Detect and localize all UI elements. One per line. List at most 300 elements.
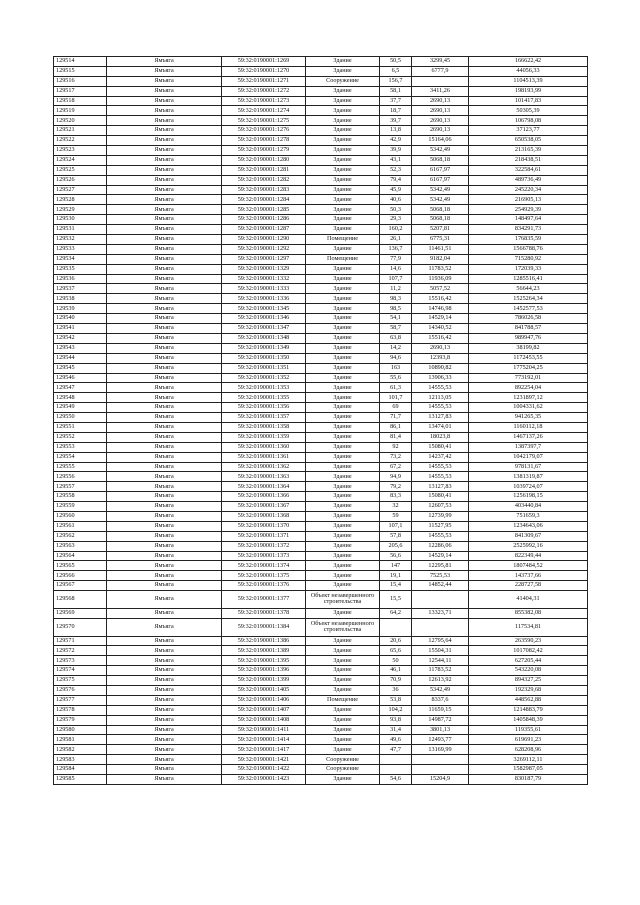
specific-value-cell: 9182,04 — [412, 254, 469, 264]
object-type-cell: Сооружение — [306, 76, 380, 86]
cadastral-number-cell: 59:32:0190001:1360 — [222, 442, 306, 452]
settlement-name-cell: Ямъяга — [107, 735, 222, 745]
object-type-cell: Здание — [306, 705, 380, 715]
row-number-cell: 129550 — [54, 413, 107, 423]
area-value-cell: 58,1 — [380, 86, 412, 96]
cadastral-number-cell: 59:32:0190001:1358 — [222, 422, 306, 432]
table-row — [54, 403, 588, 413]
table-row — [54, 195, 588, 205]
area-value-cell: 40,6 — [380, 195, 412, 205]
cadastral-number-cell: 59:32:0190001:1406 — [222, 695, 306, 705]
row-number-cell: 129544 — [54, 353, 107, 363]
row-number-cell: 129524 — [54, 155, 107, 165]
table-row — [54, 472, 588, 482]
area-value-cell: 29,3 — [380, 215, 412, 225]
table-row — [54, 57, 588, 67]
specific-value-cell: 5068,18 — [412, 205, 469, 215]
cadastral-number-cell: 59:32:0190001:1292 — [222, 244, 306, 254]
cadastral-number-cell: 59:32:0190001:1269 — [222, 57, 306, 67]
settlement-name-cell: Ямъяга — [107, 66, 222, 76]
row-number-cell: 129548 — [54, 393, 107, 403]
area-value-cell: 26,1 — [380, 235, 412, 245]
cadastral-value-table — [53, 56, 588, 785]
cadastral-number-cell: 59:32:0190001:1286 — [222, 215, 306, 225]
cadastral-cost-cell: 41404,31 — [469, 591, 588, 609]
row-number-cell: 129537 — [54, 284, 107, 294]
specific-value-cell: 15080,41 — [412, 492, 469, 502]
specific-value-cell: 13169,99 — [412, 745, 469, 755]
settlement-name-cell: Ямъяга — [107, 393, 222, 403]
table-row — [54, 745, 588, 755]
area-value-cell: 46,1 — [380, 666, 412, 676]
cadastral-cost-cell: 56644,23 — [469, 284, 588, 294]
object-type-cell: Здание — [306, 175, 380, 185]
object-type-cell: Здание — [306, 686, 380, 696]
table-row — [54, 755, 588, 765]
row-number-cell: 129522 — [54, 136, 107, 146]
row-number-cell: 129572 — [54, 646, 107, 656]
object-type-cell: Здание — [306, 656, 380, 666]
specific-value-cell: 2690,13 — [412, 96, 469, 106]
cadastral-number-cell: 59:32:0190001:1346 — [222, 314, 306, 324]
settlement-name-cell: Ямъяга — [107, 116, 222, 126]
table-row — [54, 462, 588, 472]
object-type-cell: Здание — [306, 571, 380, 581]
table-row — [54, 656, 588, 666]
cadastral-cost-cell: 1214883,79 — [469, 705, 588, 715]
specific-value-cell: 14529,14 — [412, 551, 469, 561]
cadastral-cost-cell: 192329,68 — [469, 686, 588, 696]
table-row — [54, 695, 588, 705]
row-number-cell: 129568 — [54, 591, 107, 609]
cadastral-cost-cell: 1566788,76 — [469, 244, 588, 254]
cadastral-number-cell: 59:32:0190001:1333 — [222, 284, 306, 294]
settlement-name-cell: Ямъяга — [107, 205, 222, 215]
cadastral-cost-cell: 263590,23 — [469, 636, 588, 646]
specific-value-cell: 8337,6 — [412, 695, 469, 705]
area-value-cell: 39,9 — [380, 146, 412, 156]
cadastral-number-cell: 59:32:0190001:1278 — [222, 136, 306, 146]
area-value-cell: 50,5 — [380, 57, 412, 67]
table-row — [54, 646, 588, 656]
table-row — [54, 442, 588, 452]
area-value-cell: 15,4 — [380, 581, 412, 591]
cadastral-cost-cell: 1256198,15 — [469, 492, 588, 502]
cadastral-cost-cell: 1405848,39 — [469, 715, 588, 725]
row-number-cell: 129557 — [54, 482, 107, 492]
row-number-cell: 129523 — [54, 146, 107, 156]
object-type-cell: Здание — [306, 581, 380, 591]
area-value-cell: 52,3 — [380, 165, 412, 175]
cadastral-number-cell: 59:32:0190001:1285 — [222, 205, 306, 215]
row-number-cell: 129574 — [54, 666, 107, 676]
cadastral-number-cell: 59:32:0190001:1361 — [222, 452, 306, 462]
area-value-cell: 92 — [380, 442, 412, 452]
area-value-cell: 93,8 — [380, 715, 412, 725]
area-value-cell: 107,1 — [380, 521, 412, 531]
object-type-cell: Здание — [306, 244, 380, 254]
area-value-cell: 56,6 — [380, 551, 412, 561]
table-row — [54, 581, 588, 591]
settlement-name-cell: Ямъяга — [107, 646, 222, 656]
settlement-name-cell: Ямъяга — [107, 165, 222, 175]
cadastral-cost-cell: 198193,99 — [469, 86, 588, 96]
area-value-cell: 45,9 — [380, 185, 412, 195]
cadastral-number-cell: 59:32:0190001:1371 — [222, 531, 306, 541]
settlement-name-cell: Ямъяга — [107, 343, 222, 353]
object-type-cell: Здание — [306, 531, 380, 541]
specific-value-cell: 11936,09 — [412, 274, 469, 284]
specific-value-cell: 18023,8 — [412, 432, 469, 442]
area-value-cell: 39,7 — [380, 116, 412, 126]
area-value-cell: 61,3 — [380, 383, 412, 393]
cadastral-cost-cell: 941265,35 — [469, 413, 588, 423]
row-number-cell: 129577 — [54, 695, 107, 705]
specific-value-cell: 6167,97 — [412, 175, 469, 185]
object-type-cell: Здание — [306, 551, 380, 561]
cadastral-cost-cell: 1452577,53 — [469, 304, 588, 314]
settlement-name-cell: Ямъяга — [107, 363, 222, 373]
cadastral-cost-cell: 166622,42 — [469, 57, 588, 67]
row-number-cell: 129585 — [54, 775, 107, 785]
object-type-cell: Здание — [306, 403, 380, 413]
table-body — [54, 57, 588, 785]
area-value-cell: 13,8 — [380, 126, 412, 136]
area-value-cell: 156,7 — [380, 76, 412, 86]
cadastral-number-cell: 59:32:0190001:1282 — [222, 175, 306, 185]
area-value-cell: 47,7 — [380, 745, 412, 755]
specific-value-cell: 11461,51 — [412, 244, 469, 254]
table-row — [54, 492, 588, 502]
area-value-cell: 98,3 — [380, 294, 412, 304]
specific-value-cell: 5342,49 — [412, 146, 469, 156]
row-number-cell: 129534 — [54, 254, 107, 264]
settlement-name-cell: Ямъяга — [107, 96, 222, 106]
settlement-name-cell: Ямъяга — [107, 195, 222, 205]
cadastral-cost-cell: 773192,01 — [469, 373, 588, 383]
row-number-cell: 129553 — [54, 442, 107, 452]
cadastral-number-cell: 59:32:0190001:1362 — [222, 462, 306, 472]
row-number-cell: 129541 — [54, 324, 107, 334]
settlement-name-cell: Ямъяга — [107, 304, 222, 314]
row-number-cell: 129514 — [54, 57, 107, 67]
row-number-cell: 129518 — [54, 96, 107, 106]
table-row — [54, 571, 588, 581]
table-row — [54, 422, 588, 432]
settlement-name-cell: Ямъяга — [107, 254, 222, 264]
table-row — [54, 666, 588, 676]
cadastral-number-cell: 59:32:0190001:1345 — [222, 304, 306, 314]
area-value-cell: 54,6 — [380, 775, 412, 785]
cadastral-cost-cell: 1104513,39 — [469, 76, 588, 86]
table-row — [54, 284, 588, 294]
row-number-cell: 129520 — [54, 116, 107, 126]
specific-value-cell: 2690,13 — [412, 343, 469, 353]
cadastral-number-cell: 59:32:0190001:1370 — [222, 521, 306, 531]
settlement-name-cell: Ямъяга — [107, 511, 222, 521]
row-number-cell: 129543 — [54, 343, 107, 353]
table-row — [54, 215, 588, 225]
cadastral-cost-cell: 176835,59 — [469, 235, 588, 245]
area-value-cell: 71,7 — [380, 413, 412, 423]
cadastral-number-cell: 59:32:0190001:1395 — [222, 656, 306, 666]
cadastral-number-cell: 59:32:0190001:1405 — [222, 686, 306, 696]
specific-value-cell: 14555,53 — [412, 403, 469, 413]
object-type-cell: Здание — [306, 195, 380, 205]
specific-value-cell: 6777,9 — [412, 66, 469, 76]
cadastral-number-cell: 59:32:0190001:1279 — [222, 146, 306, 156]
row-number-cell: 129515 — [54, 66, 107, 76]
object-type-cell: Здание — [306, 373, 380, 383]
cadastral-cost-cell: 117534,81 — [469, 618, 588, 636]
object-type-cell: Здание — [306, 274, 380, 284]
object-type-cell: Здание — [306, 482, 380, 492]
table-row — [54, 561, 588, 571]
table-row — [54, 353, 588, 363]
object-type-cell: Здание — [306, 735, 380, 745]
settlement-name-cell: Ямъяга — [107, 502, 222, 512]
row-number-cell: 129558 — [54, 492, 107, 502]
settlement-name-cell: Ямъяга — [107, 715, 222, 725]
table-row — [54, 765, 588, 775]
area-value-cell: 104,2 — [380, 705, 412, 715]
object-type-cell: Здание — [306, 333, 380, 343]
object-type-cell: Здание — [306, 422, 380, 432]
area-value-cell: 14,2 — [380, 343, 412, 353]
area-value-cell: 42,9 — [380, 136, 412, 146]
object-type-cell: Здание — [306, 452, 380, 462]
settlement-name-cell: Ямъяга — [107, 314, 222, 324]
settlement-name-cell: Ямъяга — [107, 422, 222, 432]
settlement-name-cell: Ямъяга — [107, 353, 222, 363]
table-row — [54, 274, 588, 284]
object-type-cell: Здание — [306, 126, 380, 136]
specific-value-cell: 15164,06 — [412, 136, 469, 146]
table-row — [54, 343, 588, 353]
cadastral-number-cell: 59:32:0190001:1411 — [222, 725, 306, 735]
cadastral-number-cell: 59:32:0190001:1350 — [222, 353, 306, 363]
object-type-cell: Здание — [306, 413, 380, 423]
settlement-name-cell: Ямъяга — [107, 636, 222, 646]
settlement-name-cell: Ямъяга — [107, 561, 222, 571]
object-type-cell: Здание — [306, 146, 380, 156]
specific-value-cell: 5068,18 — [412, 155, 469, 165]
settlement-name-cell: Ямъяга — [107, 284, 222, 294]
row-number-cell: 129584 — [54, 765, 107, 775]
settlement-name-cell: Ямъяга — [107, 492, 222, 502]
cadastral-number-cell: 59:32:0190001:1355 — [222, 393, 306, 403]
cadastral-number-cell: 59:32:0190001:1347 — [222, 324, 306, 334]
object-type-cell: Здание — [306, 636, 380, 646]
specific-value-cell: 14852,44 — [412, 581, 469, 591]
specific-value-cell: 5342,49 — [412, 195, 469, 205]
area-value-cell — [380, 765, 412, 775]
row-number-cell: 129516 — [54, 76, 107, 86]
object-type-cell: Здание — [306, 541, 380, 551]
cadastral-number-cell: 59:32:0190001:1273 — [222, 96, 306, 106]
table-row — [54, 146, 588, 156]
row-number-cell: 129581 — [54, 735, 107, 745]
settlement-name-cell: Ямъяга — [107, 413, 222, 423]
specific-value-cell: 15080,41 — [412, 442, 469, 452]
table-row — [54, 608, 588, 618]
row-number-cell: 129538 — [54, 294, 107, 304]
specific-value-cell: 12739,99 — [412, 511, 469, 521]
area-value-cell: 64,2 — [380, 608, 412, 618]
cadastral-number-cell: 59:32:0190001:1378 — [222, 608, 306, 618]
area-value-cell: 98,5 — [380, 304, 412, 314]
area-value-cell: 94,6 — [380, 353, 412, 363]
object-type-cell: Здание — [306, 521, 380, 531]
object-type-cell: Здание — [306, 715, 380, 725]
settlement-name-cell: Ямъяга — [107, 705, 222, 715]
table-row — [54, 76, 588, 86]
area-value-cell: 19,1 — [380, 571, 412, 581]
cadastral-number-cell: 59:32:0190001:1384 — [222, 618, 306, 636]
settlement-name-cell: Ямъяга — [107, 676, 222, 686]
row-number-cell: 129542 — [54, 333, 107, 343]
row-number-cell: 129519 — [54, 106, 107, 116]
cadastral-cost-cell: 403440,84 — [469, 502, 588, 512]
cadastral-number-cell: 59:32:0190001:1364 — [222, 482, 306, 492]
object-type-cell: Помещение — [306, 254, 380, 264]
specific-value-cell — [412, 591, 469, 609]
cadastral-cost-cell: 1582987,05 — [469, 765, 588, 775]
settlement-name-cell: Ямъяга — [107, 656, 222, 666]
row-number-cell: 129530 — [54, 215, 107, 225]
cadastral-number-cell: 59:32:0190001:1352 — [222, 373, 306, 383]
cadastral-number-cell: 59:32:0190001:1407 — [222, 705, 306, 715]
object-type-cell: Здание — [306, 343, 380, 353]
area-value-cell: 55,6 — [380, 373, 412, 383]
row-number-cell: 129575 — [54, 676, 107, 686]
area-value-cell: 94,9 — [380, 472, 412, 482]
cadastral-cost-cell: 989947,76 — [469, 333, 588, 343]
cadastral-number-cell: 59:32:0190001:1386 — [222, 636, 306, 646]
area-value-cell: 6,5 — [380, 66, 412, 76]
object-type-cell: Сооружение — [306, 765, 380, 775]
object-type-cell: Здание — [306, 646, 380, 656]
cadastral-cost-cell: 172039,33 — [469, 264, 588, 274]
settlement-name-cell: Ямъяга — [107, 571, 222, 581]
settlement-name-cell: Ямъяга — [107, 175, 222, 185]
cadastral-cost-cell: 322584,61 — [469, 165, 588, 175]
table-row — [54, 373, 588, 383]
cadastral-number-cell: 59:32:0190001:1336 — [222, 294, 306, 304]
area-value-cell: 63,8 — [380, 333, 412, 343]
row-number-cell: 129579 — [54, 715, 107, 725]
table-row — [54, 304, 588, 314]
specific-value-cell: 5342,49 — [412, 686, 469, 696]
row-number-cell: 129567 — [54, 581, 107, 591]
cadastral-number-cell: 59:32:0190001:1351 — [222, 363, 306, 373]
cadastral-number-cell: 59:32:0190001:1357 — [222, 413, 306, 423]
cadastral-cost-cell: 650538,05 — [469, 136, 588, 146]
specific-value-cell: 12607,53 — [412, 502, 469, 512]
row-number-cell: 129554 — [54, 452, 107, 462]
specific-value-cell: 12795,64 — [412, 636, 469, 646]
document-page — [53, 56, 587, 785]
object-type-cell: Здание — [306, 462, 380, 472]
cadastral-number-cell: 59:32:0190001:1275 — [222, 116, 306, 126]
settlement-name-cell: Ямъяга — [107, 333, 222, 343]
specific-value-cell: 2690,13 — [412, 126, 469, 136]
row-number-cell: 129545 — [54, 363, 107, 373]
specific-value-cell — [412, 755, 469, 765]
table-row — [54, 185, 588, 195]
row-number-cell: 129551 — [54, 422, 107, 432]
area-value-cell: 59 — [380, 511, 412, 521]
settlement-name-cell: Ямъяга — [107, 462, 222, 472]
table-row — [54, 264, 588, 274]
settlement-name-cell: Ямъяга — [107, 541, 222, 551]
settlement-name-cell: Ямъяга — [107, 76, 222, 86]
specific-value-cell: 6167,97 — [412, 165, 469, 175]
settlement-name-cell: Ямъяга — [107, 126, 222, 136]
specific-value-cell: 15516,42 — [412, 333, 469, 343]
cadastral-number-cell: 59:32:0190001:1421 — [222, 755, 306, 765]
row-number-cell: 129547 — [54, 383, 107, 393]
row-number-cell: 129539 — [54, 304, 107, 314]
cadastral-cost-cell: 50305,39 — [469, 106, 588, 116]
row-number-cell: 129563 — [54, 541, 107, 551]
cadastral-cost-cell: 37123,77 — [469, 126, 588, 136]
row-number-cell: 129578 — [54, 705, 107, 715]
object-type-cell: Здание — [306, 745, 380, 755]
table-row — [54, 254, 588, 264]
row-number-cell: 129533 — [54, 244, 107, 254]
specific-value-cell: 13474,01 — [412, 422, 469, 432]
cadastral-number-cell: 59:32:0190001:1363 — [222, 472, 306, 482]
area-value-cell: 54,1 — [380, 314, 412, 324]
cadastral-cost-cell: 1017082,42 — [469, 646, 588, 656]
table-row — [54, 235, 588, 245]
cadastral-cost-cell: 1004331,62 — [469, 403, 588, 413]
area-value-cell: 50,3 — [380, 205, 412, 215]
object-type-cell: Здание — [306, 106, 380, 116]
object-type-cell: Здание — [306, 264, 380, 274]
area-value-cell: 86,1 — [380, 422, 412, 432]
settlement-name-cell: Ямъяга — [107, 551, 222, 561]
object-type-cell: Здание — [306, 775, 380, 785]
settlement-name-cell: Ямъяга — [107, 581, 222, 591]
specific-value-cell: 12113,05 — [412, 393, 469, 403]
cadastral-cost-cell: 830187,79 — [469, 775, 588, 785]
table-row — [54, 66, 588, 76]
row-number-cell: 129583 — [54, 755, 107, 765]
cadastral-cost-cell: 751659,3 — [469, 511, 588, 521]
specific-value-cell — [412, 76, 469, 86]
area-value-cell: 205,6 — [380, 541, 412, 551]
row-number-cell: 129559 — [54, 502, 107, 512]
row-number-cell: 129566 — [54, 571, 107, 581]
cadastral-cost-cell: 1172453,55 — [469, 353, 588, 363]
settlement-name-cell: Ямъяга — [107, 57, 222, 67]
specific-value-cell: 14555,53 — [412, 531, 469, 541]
specific-value-cell: 5068,18 — [412, 215, 469, 225]
cadastral-cost-cell: 38199,82 — [469, 343, 588, 353]
table-row — [54, 294, 588, 304]
area-value-cell: 18,7 — [380, 106, 412, 116]
cadastral-number-cell: 59:32:0190001:1414 — [222, 735, 306, 745]
area-value-cell: 81,4 — [380, 432, 412, 442]
area-value-cell: 57,8 — [380, 531, 412, 541]
object-type-cell: Здание — [306, 294, 380, 304]
object-type-cell: Здание — [306, 57, 380, 67]
table-row — [54, 106, 588, 116]
specific-value-cell: 12493,77 — [412, 735, 469, 745]
cadastral-cost-cell: 1807484,52 — [469, 561, 588, 571]
